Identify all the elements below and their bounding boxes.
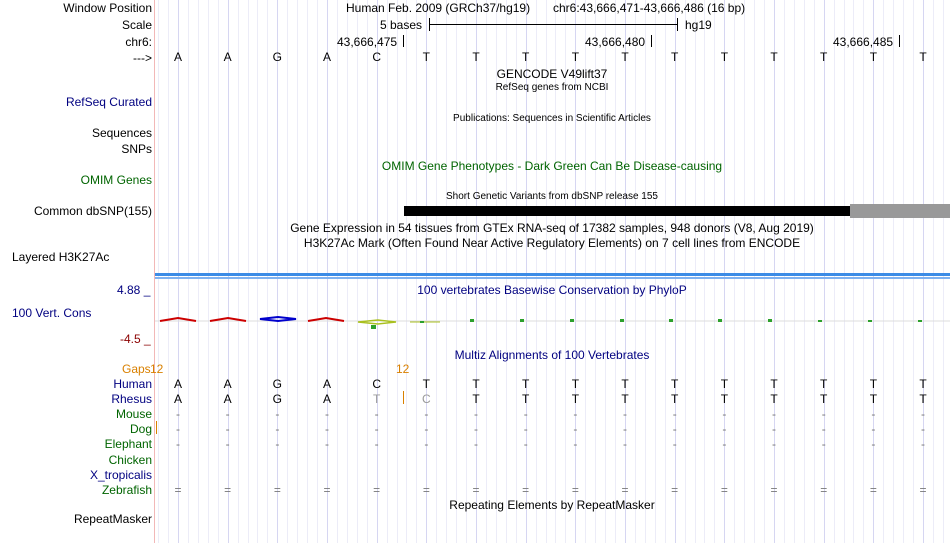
gridline [794, 0, 795, 543]
phylop-max-label: 4.88 _ [117, 283, 151, 297]
base-letter: A [173, 50, 182, 64]
alignment-base: T [820, 392, 828, 407]
gridline [685, 0, 686, 543]
species-label[interactable]: Chicken [108, 452, 152, 467]
window-position-label: Window Position [63, 1, 152, 15]
gridline [208, 0, 209, 543]
dbsnp-variant-gray-bar[interactable] [850, 204, 950, 218]
gridline [188, 0, 189, 543]
alignment-base: - [871, 407, 876, 422]
h3k27ac-track-title[interactable]: H3K27Ac Mark (Often Found Near Active Regulatory Elements) on 7 cell lines from ENCODE [303, 236, 801, 250]
label-column-divider [154, 0, 155, 543]
alignment-base: - [176, 407, 180, 422]
alignment-base: - [573, 437, 578, 452]
gridline [277, 0, 278, 543]
alignment-base: = [720, 482, 728, 497]
gridline [873, 0, 874, 543]
alignment-base: - [474, 422, 479, 437]
publications-track-title[interactable]: Publications: Sequences in Scientific Articles [453, 113, 651, 124]
gridline [367, 0, 368, 543]
alignment-base: T [472, 377, 480, 391]
gaps-count: 12 [396, 362, 410, 376]
alignment-base: T [621, 392, 629, 407]
alignment-base: - [275, 407, 280, 422]
alignment-base: - [225, 407, 230, 422]
gridline [178, 0, 179, 543]
alignment-base: - [176, 422, 180, 437]
coordinate-label: 43,666,485 [833, 35, 894, 49]
species-label[interactable]: Human [113, 377, 152, 391]
coordinate-label: 43,666,475 [337, 35, 398, 49]
refseq-curated-label[interactable]: RefSeq Curated [65, 95, 152, 109]
gridline [695, 0, 696, 543]
gridline [804, 0, 805, 543]
gridline [228, 0, 229, 543]
alignment-base: - [325, 422, 329, 437]
gridline [257, 0, 258, 543]
gaps-count: 12 [150, 362, 164, 376]
gridline [198, 0, 199, 543]
gridline [913, 0, 914, 543]
alignment-base: - [424, 422, 429, 437]
gridline [416, 0, 417, 543]
layered-h3k27ac-label[interactable]: Layered H3K27Ac [12, 250, 110, 264]
alignment-base: C [422, 392, 431, 407]
gridline [814, 0, 815, 543]
alignment-base: A [173, 377, 182, 391]
alignment-base: - [871, 422, 876, 437]
alignment-base: = [174, 482, 182, 497]
alignment-base: - [871, 437, 876, 452]
base-letter: A [223, 50, 232, 64]
gridline [238, 0, 239, 543]
alignment-base: - [474, 437, 479, 452]
base-letter: C [372, 50, 381, 64]
scale-db-label: hg19 [685, 18, 712, 32]
gridline [844, 0, 845, 543]
vert-cons-label[interactable]: 100 Vert. Cons [12, 306, 92, 320]
gridline [665, 0, 666, 543]
coordinate-tick [651, 35, 652, 47]
alignment-base: T [770, 392, 778, 407]
alignment-base: = [820, 482, 828, 497]
alignment-base: T [720, 392, 729, 407]
alignment-base: - [921, 422, 926, 437]
species-label[interactable]: X_tropicalis [89, 467, 152, 482]
alignment-base: - [374, 437, 379, 452]
base-letter: T [422, 50, 431, 64]
insertion-marker [156, 421, 157, 434]
gridline [933, 0, 934, 543]
gridline [476, 0, 477, 543]
alignment-base: - [424, 407, 429, 422]
gridline [307, 0, 308, 543]
repeatmasker-track-title[interactable]: Repeating Elements by RepeatMasker [449, 498, 655, 512]
gridline [903, 0, 904, 543]
multiz-track-title[interactable]: Multiz Alignments of 100 Vertebrates [454, 348, 650, 362]
gridline [675, 0, 676, 543]
alignment-base: - [772, 422, 777, 437]
alignment-base: = [571, 482, 579, 497]
alignment-base: T [422, 377, 431, 391]
alignment-base: - [225, 422, 230, 437]
alignment-base: T [820, 377, 828, 391]
alignment-base: A [173, 392, 182, 407]
gridline [863, 0, 864, 543]
gridline [297, 0, 298, 543]
gridline [357, 0, 358, 543]
dbsnp-variant-bar[interactable] [404, 206, 850, 216]
gridline [655, 0, 656, 543]
alignment-base: = [919, 482, 927, 497]
gridline [456, 0, 457, 543]
alignment-base: = [869, 482, 877, 497]
alignment-base: - [573, 422, 578, 437]
chromosome-label[interactable]: chr6: [125, 35, 152, 49]
gridline [734, 0, 735, 543]
refseq-track-subtitle: RefSeq genes from NCBI [495, 82, 609, 93]
dbsnp-track-title[interactable]: Short Genetic Variants from dbSNP release 155 [446, 191, 658, 202]
window-position-value[interactable]: chr6:43,666,471-43,666,486 (16 bp) [553, 1, 746, 15]
gridline [645, 0, 646, 543]
species-label[interactable]: Mouse [115, 407, 152, 422]
gridline [218, 0, 219, 543]
base-letter: T [869, 50, 878, 64]
phylop-min-label: -4.5 _ [120, 332, 151, 346]
alignment-base: T [472, 392, 480, 407]
alignment-base: T [571, 392, 580, 407]
gridline [406, 0, 407, 543]
alignment-base: - [722, 437, 727, 452]
base-letter: G [272, 50, 282, 64]
gridline [267, 0, 268, 543]
alignment-base: - [722, 422, 727, 437]
alignment-base: = [323, 482, 331, 497]
base-letter: T [770, 50, 778, 64]
alignment-base: T [621, 377, 629, 391]
alignment-base: = [770, 482, 778, 497]
gridline [377, 0, 378, 543]
gridline [724, 0, 725, 543]
gridline [347, 0, 348, 543]
omim-track-title[interactable]: OMIM Gene Phenotypes - Dark Green Can Be Disease-causing [381, 159, 723, 173]
gridline [784, 0, 785, 543]
alignment-base: = [224, 482, 232, 497]
gridline [615, 0, 616, 543]
gridline [446, 0, 447, 543]
gridline [824, 0, 825, 543]
strand-toggle[interactable]: ---> [133, 51, 152, 65]
alignment-base: = [522, 482, 530, 497]
gridline [714, 0, 715, 543]
alignment-base: - [672, 437, 677, 452]
phylop-track-title[interactable]: 100 vertebrates Basewise Conservation by PhyloP [417, 283, 687, 297]
alignment-base: - [623, 437, 628, 452]
alignment-base: - [325, 437, 329, 452]
gridline [287, 0, 288, 543]
common-dbsnp-label[interactable]: Common dbSNP(155) [33, 204, 152, 218]
alignment-base: - [623, 407, 628, 422]
alignment-base: A [322, 377, 331, 391]
alignment-base: T [869, 377, 878, 391]
alignment-base: T [522, 377, 530, 391]
gridline [893, 0, 894, 543]
alignment-base: - [374, 422, 379, 437]
repeatmasker-label[interactable]: RepeatMasker [73, 512, 152, 526]
scale-bar-right-tick [677, 18, 678, 31]
omim-genes-label[interactable]: OMIM Genes [80, 173, 152, 187]
alignment-base: = [671, 482, 679, 497]
coordinate-tick [403, 35, 404, 47]
alignment-base: G [272, 377, 282, 391]
species-label[interactable]: Dog [129, 422, 152, 437]
alignment-base: = [472, 482, 480, 497]
alignment-base: - [821, 407, 826, 422]
alignment-base: G [272, 392, 282, 407]
gridline [486, 0, 487, 543]
snps-label[interactable]: SNPs [121, 142, 152, 156]
gencode-track-title[interactable]: GENCODE V49lift37 [496, 67, 608, 81]
gaps-label: Gaps [122, 362, 151, 376]
alignment-base: T [869, 392, 878, 407]
alignment-base: - [772, 407, 777, 422]
base-letter: T [472, 50, 480, 64]
gridline [327, 0, 328, 543]
alignment-base: - [523, 422, 528, 437]
alignment-base: - [176, 437, 180, 452]
alignment-base: - [672, 422, 677, 437]
base-letter: T [621, 50, 629, 64]
alignment-base: T [770, 377, 778, 391]
base-letter: T [671, 50, 679, 64]
gridline [387, 0, 388, 543]
gridline [834, 0, 835, 543]
gridline [853, 0, 854, 543]
alignment-base: - [523, 437, 528, 452]
base-letter: T [571, 50, 580, 64]
h3k27ac-signal-bar-secondary [155, 277, 950, 279]
gridline [426, 0, 427, 543]
alignment-base: - [275, 437, 280, 452]
alignment-base: - [374, 407, 379, 422]
alignment-base: - [275, 422, 280, 437]
alignment-base: = [422, 482, 430, 497]
base-letter: A [322, 50, 331, 64]
gridline [158, 0, 159, 543]
alignment-base: - [573, 407, 578, 422]
alignment-base: - [623, 422, 628, 437]
scale-bar [430, 24, 677, 25]
gridline [168, 0, 169, 543]
alignment-base: A [223, 377, 232, 391]
alignment-base: T [671, 392, 679, 407]
gridline [317, 0, 318, 543]
alignment-base: - [225, 437, 230, 452]
alignment-base: A [322, 392, 331, 407]
h3k27ac-signal-bar[interactable] [155, 273, 950, 276]
base-letter: T [720, 50, 729, 64]
alignment-base: - [821, 422, 826, 437]
alignment-base: - [672, 407, 677, 422]
alignment-base: - [821, 437, 826, 452]
scale-bar-left-tick [429, 18, 430, 31]
gridline [923, 0, 924, 543]
gridline [704, 0, 705, 543]
sequences-label[interactable]: Sequences [91, 126, 152, 140]
alignment-base: T [919, 392, 927, 407]
species-label[interactable]: Zebrafish [101, 482, 152, 497]
base-letter: T [522, 50, 530, 64]
gridline [943, 0, 944, 543]
assembly-title: Human Feb. 2009 (GRCh37/hg19) [346, 1, 531, 15]
gridline [397, 0, 398, 543]
alignment-base: - [523, 407, 528, 422]
coordinate-label: 43,666,480 [585, 35, 646, 49]
alignment-base: T [571, 377, 580, 391]
gtex-track-title[interactable]: Gene Expression in 54 tissues from GTEx RNA-seq of 17382 samples, 948 donors (V8, Aug 2019) [290, 221, 814, 235]
alignment-base: = [373, 482, 381, 497]
alignment-base: - [325, 407, 329, 422]
alignment-base: = [621, 482, 629, 497]
species-label[interactable]: Rhesus [111, 392, 152, 407]
gridline [466, 0, 467, 543]
gridline [635, 0, 636, 543]
alignment-base: - [772, 437, 777, 452]
alignment-base: = [273, 482, 281, 497]
alignment-base: - [474, 407, 479, 422]
gridline [436, 0, 437, 543]
gridline [337, 0, 338, 543]
alignment-base: - [921, 407, 926, 422]
gridline [774, 0, 775, 543]
gridline [744, 0, 745, 543]
species-label[interactable]: Elephant [104, 437, 152, 452]
gridline [625, 0, 626, 543]
coordinate-tick [899, 35, 900, 47]
alignment-base: C [372, 377, 381, 391]
gridline [754, 0, 755, 543]
gridline [764, 0, 765, 543]
alignment-base: T [522, 392, 530, 407]
alignment-base: T [671, 377, 679, 391]
alignment-base: - [722, 407, 727, 422]
scale-bar-text: 5 bases [380, 18, 423, 32]
alignment-base: T [919, 377, 927, 391]
gridline [883, 0, 884, 543]
alignment-base: A [223, 392, 232, 407]
alignment-base: - [921, 437, 926, 452]
alignment-base: T [720, 377, 729, 391]
insertion-marker [403, 391, 404, 404]
gridline [248, 0, 249, 543]
alignment-base: T [373, 392, 381, 407]
base-letter: T [820, 50, 828, 64]
alignment-base: - [424, 437, 429, 452]
base-letter: T [919, 50, 927, 64]
scale-label: Scale [121, 18, 152, 32]
